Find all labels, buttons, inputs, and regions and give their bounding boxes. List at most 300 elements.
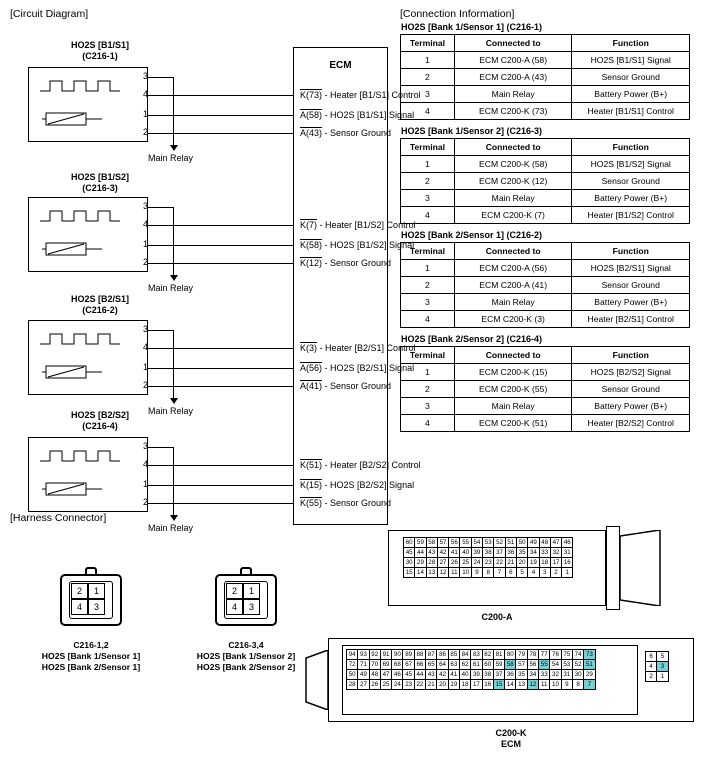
table-row	[401, 364, 690, 381]
table-caption-1: HO2S [Bank 1/Sensor 2] (C216-3)	[401, 126, 543, 136]
column-header-1: Connected to	[454, 139, 572, 156]
pin-47: 47	[380, 669, 392, 680]
pin-48: 48	[369, 669, 381, 680]
table-cell: 2	[401, 69, 455, 86]
pin-16: 16	[482, 679, 494, 690]
column-header-1: Connected to	[454, 35, 572, 52]
main-relay-label-2: Main Relay	[148, 406, 194, 416]
connector-terminal: 1	[88, 583, 105, 599]
pin-11: 11	[538, 679, 550, 690]
pin-26: 26	[369, 679, 381, 690]
pin-57: 57	[515, 659, 527, 670]
lead-line	[148, 245, 293, 246]
pin-63: 63	[448, 659, 460, 670]
sensor-0-pin-1: 1	[142, 109, 148, 119]
pin-18: 18	[539, 557, 551, 568]
table-cell: Heater [B2/S1] Control	[572, 311, 690, 328]
pin-row	[646, 672, 669, 682]
c200a-connector-shroud	[606, 526, 620, 610]
pin-42: 42	[436, 669, 448, 680]
ecm-pin-text: - Sensor Ground	[324, 381, 392, 391]
column-header-0: Terminal	[401, 139, 455, 156]
pin-83: 83	[470, 649, 482, 660]
pin-88: 88	[414, 649, 426, 660]
column-header-2: Function	[572, 243, 690, 260]
sensor-3-pin-1: 1	[142, 479, 148, 489]
table-cell: Battery Power (B+)	[572, 86, 690, 103]
pin-29: 29	[414, 557, 426, 568]
connector-terminal: 2	[71, 583, 88, 599]
pin-62: 62	[459, 659, 471, 670]
column-header-1: Connected to	[454, 347, 572, 364]
heater-coil-icon-0	[40, 75, 120, 97]
pin-34: 34	[527, 669, 539, 680]
pin-25: 25	[380, 679, 392, 690]
pin-30: 30	[572, 669, 584, 680]
table-header-row	[401, 347, 690, 364]
connector-terminal: 4	[71, 599, 88, 615]
pin-14: 14	[504, 679, 516, 690]
table-cell: Heater [B1/S1] Control	[572, 103, 690, 120]
table-cell: 1	[401, 52, 455, 69]
lead-line	[148, 115, 293, 116]
pin-32: 32	[549, 669, 561, 680]
pin-44: 44	[414, 669, 426, 680]
main-relay-arrow	[170, 398, 178, 404]
lead-line	[148, 95, 293, 96]
pin-34: 34	[527, 547, 539, 558]
pin-row	[404, 568, 573, 578]
sensor-2-pin-1: 1	[142, 362, 148, 372]
table-cell: Sensor Ground	[572, 277, 690, 294]
pin-49: 49	[527, 537, 539, 548]
sensor-title-line2-2: (C216-2)	[82, 305, 118, 315]
table-caption-3: HO2S [Bank 2/Sensor 2] (C216-4)	[401, 334, 543, 344]
ecm-pin-text: - HO2S [B1/S2] Signal	[324, 240, 415, 250]
sensor-2-pin-4: 4	[142, 342, 148, 352]
table-cell: HO2S [B1/S2] Signal	[572, 156, 690, 173]
connector-caption-0	[2, 640, 180, 673]
pin-46: 46	[561, 537, 573, 548]
pin-38: 38	[482, 669, 494, 680]
table-row	[401, 86, 690, 103]
pin-row	[347, 680, 596, 690]
table-row	[401, 207, 690, 224]
pin-55: 55	[538, 659, 550, 670]
table-cell: Battery Power (B+)	[572, 190, 690, 207]
table-cell: ECM C200-K (55)	[454, 381, 572, 398]
column-header-0: Terminal	[401, 347, 455, 364]
pin-81: 81	[493, 649, 505, 660]
sensor-3-pin-3: 3	[142, 441, 148, 451]
pin-77: 77	[538, 649, 550, 660]
pin-18: 18	[459, 679, 471, 690]
pin-40: 40	[459, 547, 471, 558]
table-cell: ECM C200-K (15)	[454, 364, 572, 381]
table-caption-2: HO2S [Bank 2/Sensor 1] (C216-2)	[401, 230, 543, 240]
ecm-pin-text: - HO2S [B2/S1] Signal	[324, 363, 415, 373]
pin-78: 78	[527, 649, 539, 660]
pin-41: 41	[448, 669, 460, 680]
lead-line	[148, 503, 293, 504]
pin-52: 52	[572, 659, 584, 670]
table-cell: ECM C200-K (12)	[454, 173, 572, 190]
pin-70: 70	[369, 659, 381, 670]
pin-59: 59	[414, 537, 426, 548]
ecm-pin-code: K(12)	[300, 258, 323, 268]
table-header-row	[401, 35, 690, 52]
connection-info-tables	[400, 22, 692, 438]
pin-46: 46	[391, 669, 403, 680]
pin-56: 56	[448, 537, 460, 548]
sensor-element-icon-0	[42, 109, 102, 129]
pin-31: 31	[561, 669, 573, 680]
table-cell: 3	[401, 398, 455, 415]
ecm-pin-label-3-0	[300, 459, 421, 470]
ecm-pin-text: - HO2S [B2/S2] Signal	[324, 480, 415, 490]
column-header-1: Connected to	[454, 243, 572, 260]
connector-caption-line-2: HO2S [Bank 2/Sensor 1]	[41, 662, 141, 672]
sensor-1-pin-3: 3	[142, 201, 148, 211]
pin-45: 45	[403, 547, 415, 558]
c200k-label: C200-K	[495, 728, 527, 738]
main-relay-lead	[173, 207, 174, 275]
pin-21: 21	[505, 557, 517, 568]
ecm-pin-label-2-2	[300, 380, 391, 391]
pin-23: 23	[402, 679, 414, 690]
table-row	[401, 156, 690, 173]
pin-19: 19	[527, 557, 539, 568]
harness-connector-0	[60, 574, 122, 626]
pin-68: 68	[391, 659, 403, 670]
connector-terminal: 2	[226, 583, 243, 599]
pin-28: 28	[346, 679, 358, 690]
lead-line	[148, 330, 173, 331]
connector-terminal: 3	[88, 599, 105, 615]
pin-2: 2	[645, 671, 657, 682]
pin-58: 58	[426, 537, 438, 548]
pin-6: 6	[645, 651, 657, 662]
sensor-title-line1-0: HO2S [B1/S1]	[70, 40, 130, 50]
table-cell: ECM C200-A (58)	[454, 52, 572, 69]
pin-52: 52	[493, 537, 505, 548]
sensor-1-pin-1: 1	[142, 239, 148, 249]
connector-terminal: 3	[243, 599, 260, 615]
pin-92: 92	[369, 649, 381, 660]
ecm-pin-label-1-1	[300, 239, 414, 250]
table-row	[401, 103, 690, 120]
table-cell: ECM C200-K (3)	[454, 311, 572, 328]
pin-3: 3	[656, 661, 668, 672]
sensor-3-pin-4: 4	[142, 459, 148, 469]
pin-86: 86	[436, 649, 448, 660]
sensor-title-line2-0: (C216-1)	[82, 51, 118, 61]
table-cell: Main Relay	[454, 398, 572, 415]
ecm-pin-code: K(58)	[300, 240, 323, 250]
sensor-element-icon-3	[42, 479, 102, 499]
lead-line	[148, 368, 293, 369]
ecm-pin-code: K(55)	[300, 498, 323, 508]
connector-caption-line-1: HO2S [Bank 1/Sensor 2]	[196, 651, 296, 661]
pin-30: 30	[403, 557, 415, 568]
table-row	[401, 52, 690, 69]
pin-69: 69	[380, 659, 392, 670]
pin-15: 15	[403, 567, 415, 578]
table-cell: 3	[401, 294, 455, 311]
pin-9: 9	[561, 679, 573, 690]
lead-line	[148, 225, 293, 226]
ecm-pin-text: - Heater [B1/S1] Control	[324, 90, 421, 100]
pin-13: 13	[426, 567, 438, 578]
lead-line	[148, 133, 293, 134]
pin-17: 17	[470, 679, 482, 690]
ecm-pin-text: - Heater [B2/S2] Control	[324, 460, 421, 470]
lead-line	[148, 263, 293, 264]
ecm-pin-label-3-2	[300, 497, 391, 508]
pin-10: 10	[549, 679, 561, 690]
ecm-pin-label-1-2	[300, 257, 391, 268]
table-cell: ECM C200-K (51)	[454, 415, 572, 432]
pin-21: 21	[425, 679, 437, 690]
table-cell: ECM C200-A (41)	[454, 277, 572, 294]
pin-53: 53	[561, 659, 573, 670]
table-header-row	[401, 139, 690, 156]
pin-66: 66	[414, 659, 426, 670]
main-relay-label-3: Main Relay	[148, 523, 194, 533]
pin-80: 80	[504, 649, 516, 660]
pin-23: 23	[482, 557, 494, 568]
pin-8: 8	[482, 567, 494, 578]
pin-51: 51	[583, 659, 595, 670]
lead-line	[148, 77, 173, 78]
main-relay-label-0: Main Relay	[148, 153, 194, 163]
table-cell: ECM C200-A (56)	[454, 260, 572, 277]
pin-48: 48	[539, 537, 551, 548]
table-caption-0: HO2S [Bank 1/Sensor 1] (C216-1)	[401, 22, 543, 32]
pin-11: 11	[448, 567, 460, 578]
ecm-pin-label-2-1	[300, 362, 414, 373]
table-cell: 4	[401, 415, 455, 432]
sensor-2-pin-2: 2	[142, 380, 148, 390]
ecm-pin-text: - Sensor Ground	[324, 498, 392, 508]
connector-caption-line-1: HO2S [Bank 1/Sensor 1]	[41, 651, 141, 661]
pin-50: 50	[346, 669, 358, 680]
pin-8: 8	[572, 679, 584, 690]
pin-50: 50	[516, 537, 528, 548]
ecm-pin-text: - Heater [B2/S1] Control	[319, 343, 416, 353]
pin-79: 79	[515, 649, 527, 660]
pin-2: 2	[550, 567, 562, 578]
ecm-pin-code: K(7)	[300, 220, 318, 230]
harness-connector-title: [Harness Connector]	[10, 512, 107, 524]
pin-91: 91	[380, 649, 392, 660]
ecm-pin-code: A(56)	[300, 363, 323, 373]
pin-72: 72	[346, 659, 358, 670]
ecm-pin-label-2-0	[300, 342, 416, 353]
table-row	[401, 398, 690, 415]
ecm-pin-code: K(51)	[300, 460, 323, 470]
pin-5: 5	[656, 651, 668, 662]
pin-87: 87	[425, 649, 437, 660]
sensor-1-pin-2: 2	[142, 257, 148, 267]
pin-4: 4	[527, 567, 539, 578]
pin-53: 53	[482, 537, 494, 548]
pin-74: 74	[572, 649, 584, 660]
pin-24: 24	[471, 557, 483, 568]
sensor-title-line1-2: HO2S [B2/S1]	[70, 294, 130, 304]
pin-7: 7	[583, 679, 595, 690]
pin-67: 67	[402, 659, 414, 670]
pin-5: 5	[516, 567, 528, 578]
c200a-pin-grid	[404, 538, 573, 578]
heater-coil-icon-2	[40, 328, 120, 350]
pin-33: 33	[538, 669, 550, 680]
ecm-pin-text: - HO2S [B1/S1] Signal	[324, 110, 415, 120]
lead-line	[148, 447, 173, 448]
table-cell: 3	[401, 190, 455, 207]
pin-84: 84	[459, 649, 471, 660]
table-header-row	[401, 243, 690, 260]
table-row	[401, 415, 690, 432]
connection-table-0	[400, 34, 690, 120]
table-cell: 4	[401, 311, 455, 328]
pin-85: 85	[448, 649, 460, 660]
harness-connectors	[10, 512, 700, 760]
main-relay-lead	[173, 330, 174, 398]
sensor-2-pin-3: 3	[142, 324, 148, 334]
pin-15: 15	[493, 679, 505, 690]
main-relay-label-1: Main Relay	[148, 283, 194, 293]
ecm-pin-label-0-1	[300, 109, 414, 120]
table-cell: Main Relay	[454, 86, 572, 103]
pin-73: 73	[583, 649, 595, 660]
pin-49: 49	[357, 669, 369, 680]
ecm-pin-label-0-2	[300, 127, 391, 138]
table-cell: ECM C200-K (73)	[454, 103, 572, 120]
pin-26: 26	[448, 557, 460, 568]
table-cell: HO2S [B1/S1] Signal	[572, 52, 690, 69]
pin-39: 39	[471, 547, 483, 558]
circuit-diagram-title: [Circuit Diagram]	[10, 8, 89, 20]
table-row	[401, 381, 690, 398]
pin-10: 10	[459, 567, 471, 578]
pin-47: 47	[550, 537, 562, 548]
ecm-pin-code: A(41)	[300, 381, 323, 391]
pin-90: 90	[391, 649, 403, 660]
pin-13: 13	[515, 679, 527, 690]
ecm-label: ECM	[329, 60, 352, 71]
column-header-0: Terminal	[401, 243, 455, 260]
pin-35: 35	[515, 669, 527, 680]
pin-27: 27	[437, 557, 449, 568]
sensor-element-icon-2	[42, 362, 102, 382]
pin-20: 20	[516, 557, 528, 568]
pin-31: 31	[561, 547, 573, 558]
column-header-2: Function	[572, 35, 690, 52]
connector-caption-line-0: C216-1,2	[73, 640, 109, 650]
ecm-pin-label-1-0	[300, 219, 416, 230]
pin-1: 1	[656, 671, 668, 682]
lead-line	[148, 465, 293, 466]
lead-line	[148, 485, 293, 486]
ecm-pin-code: K(3)	[300, 343, 318, 353]
c200k-ecm-label: ECM	[501, 739, 521, 749]
c200k-side-pin-grid	[646, 652, 669, 682]
pin-89: 89	[402, 649, 414, 660]
pin-56: 56	[527, 659, 539, 670]
sensor-0-pin-4: 4	[142, 89, 148, 99]
sensor-3-pin-2: 2	[142, 497, 148, 507]
c200a-connector-boot	[620, 530, 694, 606]
connector-latch-tab	[240, 567, 252, 574]
sensor-title-line1-1: HO2S [B1/S2]	[70, 172, 130, 182]
table-cell: 4	[401, 103, 455, 120]
pin-35: 35	[516, 547, 528, 558]
pin-94: 94	[346, 649, 358, 660]
pin-16: 16	[561, 557, 573, 568]
table-cell: 1	[401, 156, 455, 173]
pin-29: 29	[583, 669, 595, 680]
ecm-pin-code: A(43)	[300, 128, 323, 138]
ecm-pin-code: K(73)	[300, 90, 323, 100]
harness-connector-1	[215, 574, 277, 626]
pin-32: 32	[550, 547, 562, 558]
ecm-pin-label-3-1	[300, 479, 414, 490]
pin-14: 14	[414, 567, 426, 578]
pin-22: 22	[493, 557, 505, 568]
table-row	[401, 277, 690, 294]
sensor-element-icon-1	[42, 239, 102, 259]
connector-terminal: 4	[226, 599, 243, 615]
pin-60: 60	[403, 537, 415, 548]
pin-42: 42	[437, 547, 449, 558]
table-cell: Sensor Ground	[572, 69, 690, 86]
column-header-2: Function	[572, 347, 690, 364]
heater-coil-icon-3	[40, 445, 120, 467]
pin-37: 37	[493, 547, 505, 558]
pin-43: 43	[425, 669, 437, 680]
table-cell: 3	[401, 86, 455, 103]
sensor-1-pin-4: 4	[142, 219, 148, 229]
table-cell: 2	[401, 381, 455, 398]
connector-latch-tab	[85, 567, 97, 574]
pin-33: 33	[539, 547, 551, 558]
column-header-0: Terminal	[401, 35, 455, 52]
pin-7: 7	[493, 567, 505, 578]
table-cell: Main Relay	[454, 190, 572, 207]
table-cell: Sensor Ground	[572, 381, 690, 398]
table-cell: Heater [B2/S2] Control	[572, 415, 690, 432]
sensor-title-line1-3: HO2S [B2/S2]	[70, 410, 130, 420]
pin-45: 45	[402, 669, 414, 680]
connector-terminal: 1	[243, 583, 260, 599]
sensor-title-line2-1: (C216-3)	[82, 183, 118, 193]
connection-table-2	[400, 242, 690, 328]
connector-caption-line-2: HO2S [Bank 2/Sensor 2]	[196, 662, 296, 672]
connection-information-title: [Connection Information]	[400, 8, 515, 20]
table-row	[401, 260, 690, 277]
table-cell: Heater [B1/S2] Control	[572, 207, 690, 224]
heater-coil-icon-1	[40, 205, 120, 227]
pin-54: 54	[471, 537, 483, 548]
table-row	[401, 173, 690, 190]
pin-51: 51	[505, 537, 517, 548]
table-cell: 2	[401, 173, 455, 190]
pin-12: 12	[527, 679, 539, 690]
pin-76: 76	[549, 649, 561, 660]
table-cell: Battery Power (B+)	[572, 294, 690, 311]
lead-line	[148, 348, 293, 349]
